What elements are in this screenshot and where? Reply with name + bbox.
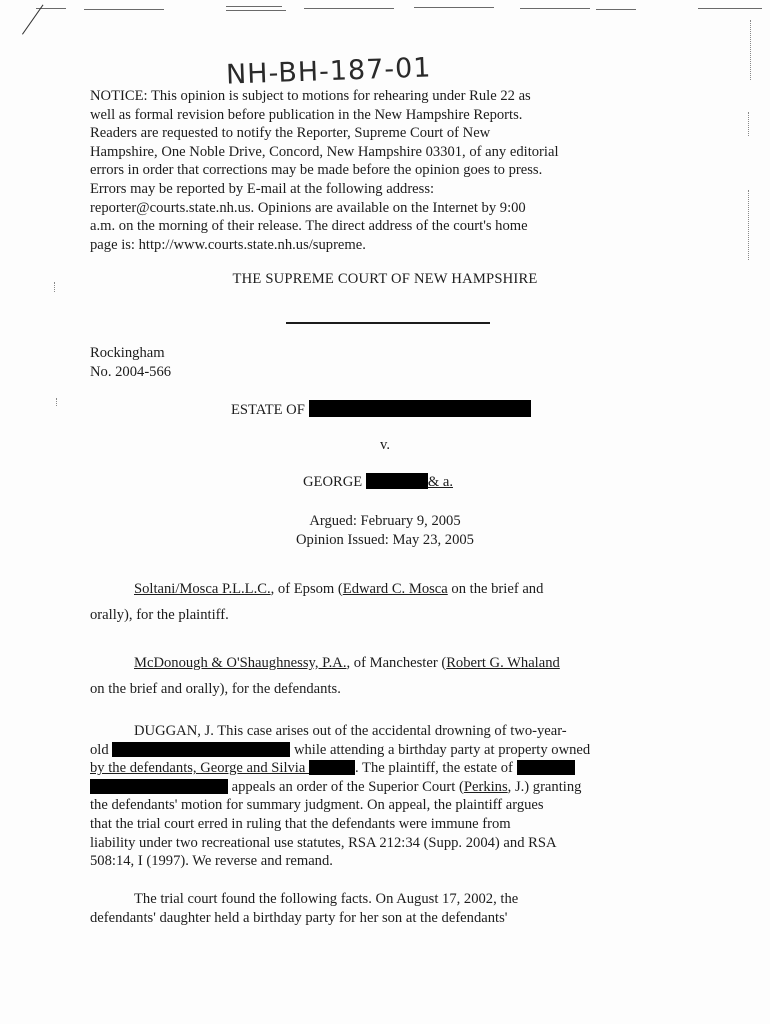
counsel-plaintiff xyxy=(90,576,682,628)
notice-line: Errors may be reported by E-mail at the following address: xyxy=(90,180,435,197)
pen-mark xyxy=(22,5,43,35)
redaction-box xyxy=(309,400,531,417)
opinion-text: appeals an order of the Superior Court ( xyxy=(228,778,464,795)
counsel-text: , of Manchester ( xyxy=(346,655,447,671)
counsel-line: orally), for the plaintiff. xyxy=(90,607,229,623)
notice-line: a.m. on the morning of their release. The direct address of the court's home xyxy=(90,218,528,235)
defendant-firm: McDonough & O'Shaughnessy, P.A. xyxy=(134,655,347,671)
redaction-box xyxy=(90,779,228,794)
notice-line: Readers are requested to notify the Reporter, Supreme Court of New xyxy=(90,125,491,142)
redaction-box xyxy=(366,473,428,489)
notice-line: errors in order that corrections may be made before the opinion goes to press. xyxy=(90,162,543,179)
argued-date: Argued: February 9, 2005 xyxy=(309,513,461,529)
defendant-attorney: Robert G. Whaland xyxy=(446,655,560,671)
caption-versus: v. xyxy=(380,437,390,453)
opinion-line xyxy=(90,741,682,760)
facts-line: defendants' daughter held a birthday party for her son at the defendants' xyxy=(90,909,508,926)
docket-number: No. 2004-566 xyxy=(90,363,172,380)
dates-block xyxy=(0,512,770,549)
facts-line: The trial court found the following facts. On August 17, 2002, the xyxy=(134,891,519,907)
opinion-line: 508:14, I (1997). We reverse and remand. xyxy=(90,853,333,870)
facts-paragraph xyxy=(90,890,682,927)
counsel-line: on the brief and orally), for the defendants. xyxy=(90,681,341,697)
plaintiff-firm: Soltani/Mosca P.L.L.C. xyxy=(134,581,271,597)
opinion-line xyxy=(90,778,682,797)
opinion-text: , J.) granting xyxy=(507,778,582,795)
plaintiff-prefix: ESTATE OF xyxy=(231,402,305,418)
judge-name: Perkins xyxy=(463,778,508,795)
issued-date: Opinion Issued: May 23, 2005 xyxy=(296,531,474,548)
redaction-box xyxy=(309,760,355,775)
notice-line: Hampshire, One Noble Drive, Concord, New Hampshire 03301, of any editorial xyxy=(90,143,559,160)
opinion-text: . The plaintiff, the estate of xyxy=(355,760,517,777)
notice-line: reporter@courts.state.nh.us. Opinions are available on the Internet by 9:00 xyxy=(90,199,526,216)
opinion-line: liability under two recreational use statutes, RSA 212:34 (Supp. 2004) and RSA xyxy=(90,834,557,851)
opinion-line: DUGGAN, J. This case arises out of the accidental drowning of two-year- xyxy=(134,723,567,739)
county: Rockingham xyxy=(90,345,165,361)
court-name: THE SUPREME COURT OF NEW HAMPSHIRE xyxy=(232,271,538,287)
caption-defendant xyxy=(303,473,453,491)
opinion-line xyxy=(90,759,682,778)
plaintiff-attorney: Edward C. Mosca xyxy=(342,581,448,597)
counsel-defendant xyxy=(90,650,682,702)
publication-notice xyxy=(90,87,690,254)
opinion-text: old xyxy=(90,741,113,758)
notice-line: NOTICE: This opinion is subject to motions for rehearing under Rule 22 as xyxy=(90,88,531,104)
notice-line: well as formal revision before publication in the New Hampshire Reports. xyxy=(90,106,523,123)
handwritten-docket-stamp: NH-BH-187-01 xyxy=(225,52,432,91)
docket-block xyxy=(90,344,171,381)
opinion-paragraph xyxy=(90,722,682,871)
opinion-text: by the defendants, George and Silvia xyxy=(90,760,309,777)
caption-plaintiff xyxy=(231,400,531,419)
defendant-suffix: & a. xyxy=(427,474,453,490)
notice-line: page is: http://www.courts.state.nh.us/supreme. xyxy=(90,236,366,253)
defendant-prefix: GEORGE xyxy=(303,474,363,490)
redaction-box xyxy=(112,742,290,757)
divider xyxy=(286,322,490,324)
redaction-box xyxy=(517,760,575,775)
opinion-line: the defendants' motion for summary judgment. On appeal, the plaintiff argues xyxy=(90,797,544,814)
counsel-text: , of Epsom ( xyxy=(270,581,343,597)
counsel-text: on the brief and xyxy=(447,581,544,597)
opinion-text: while attending a birthday party at property owned xyxy=(290,741,591,758)
opinion-line: that the trial court erred in ruling that the defendants were immune from xyxy=(90,815,511,832)
